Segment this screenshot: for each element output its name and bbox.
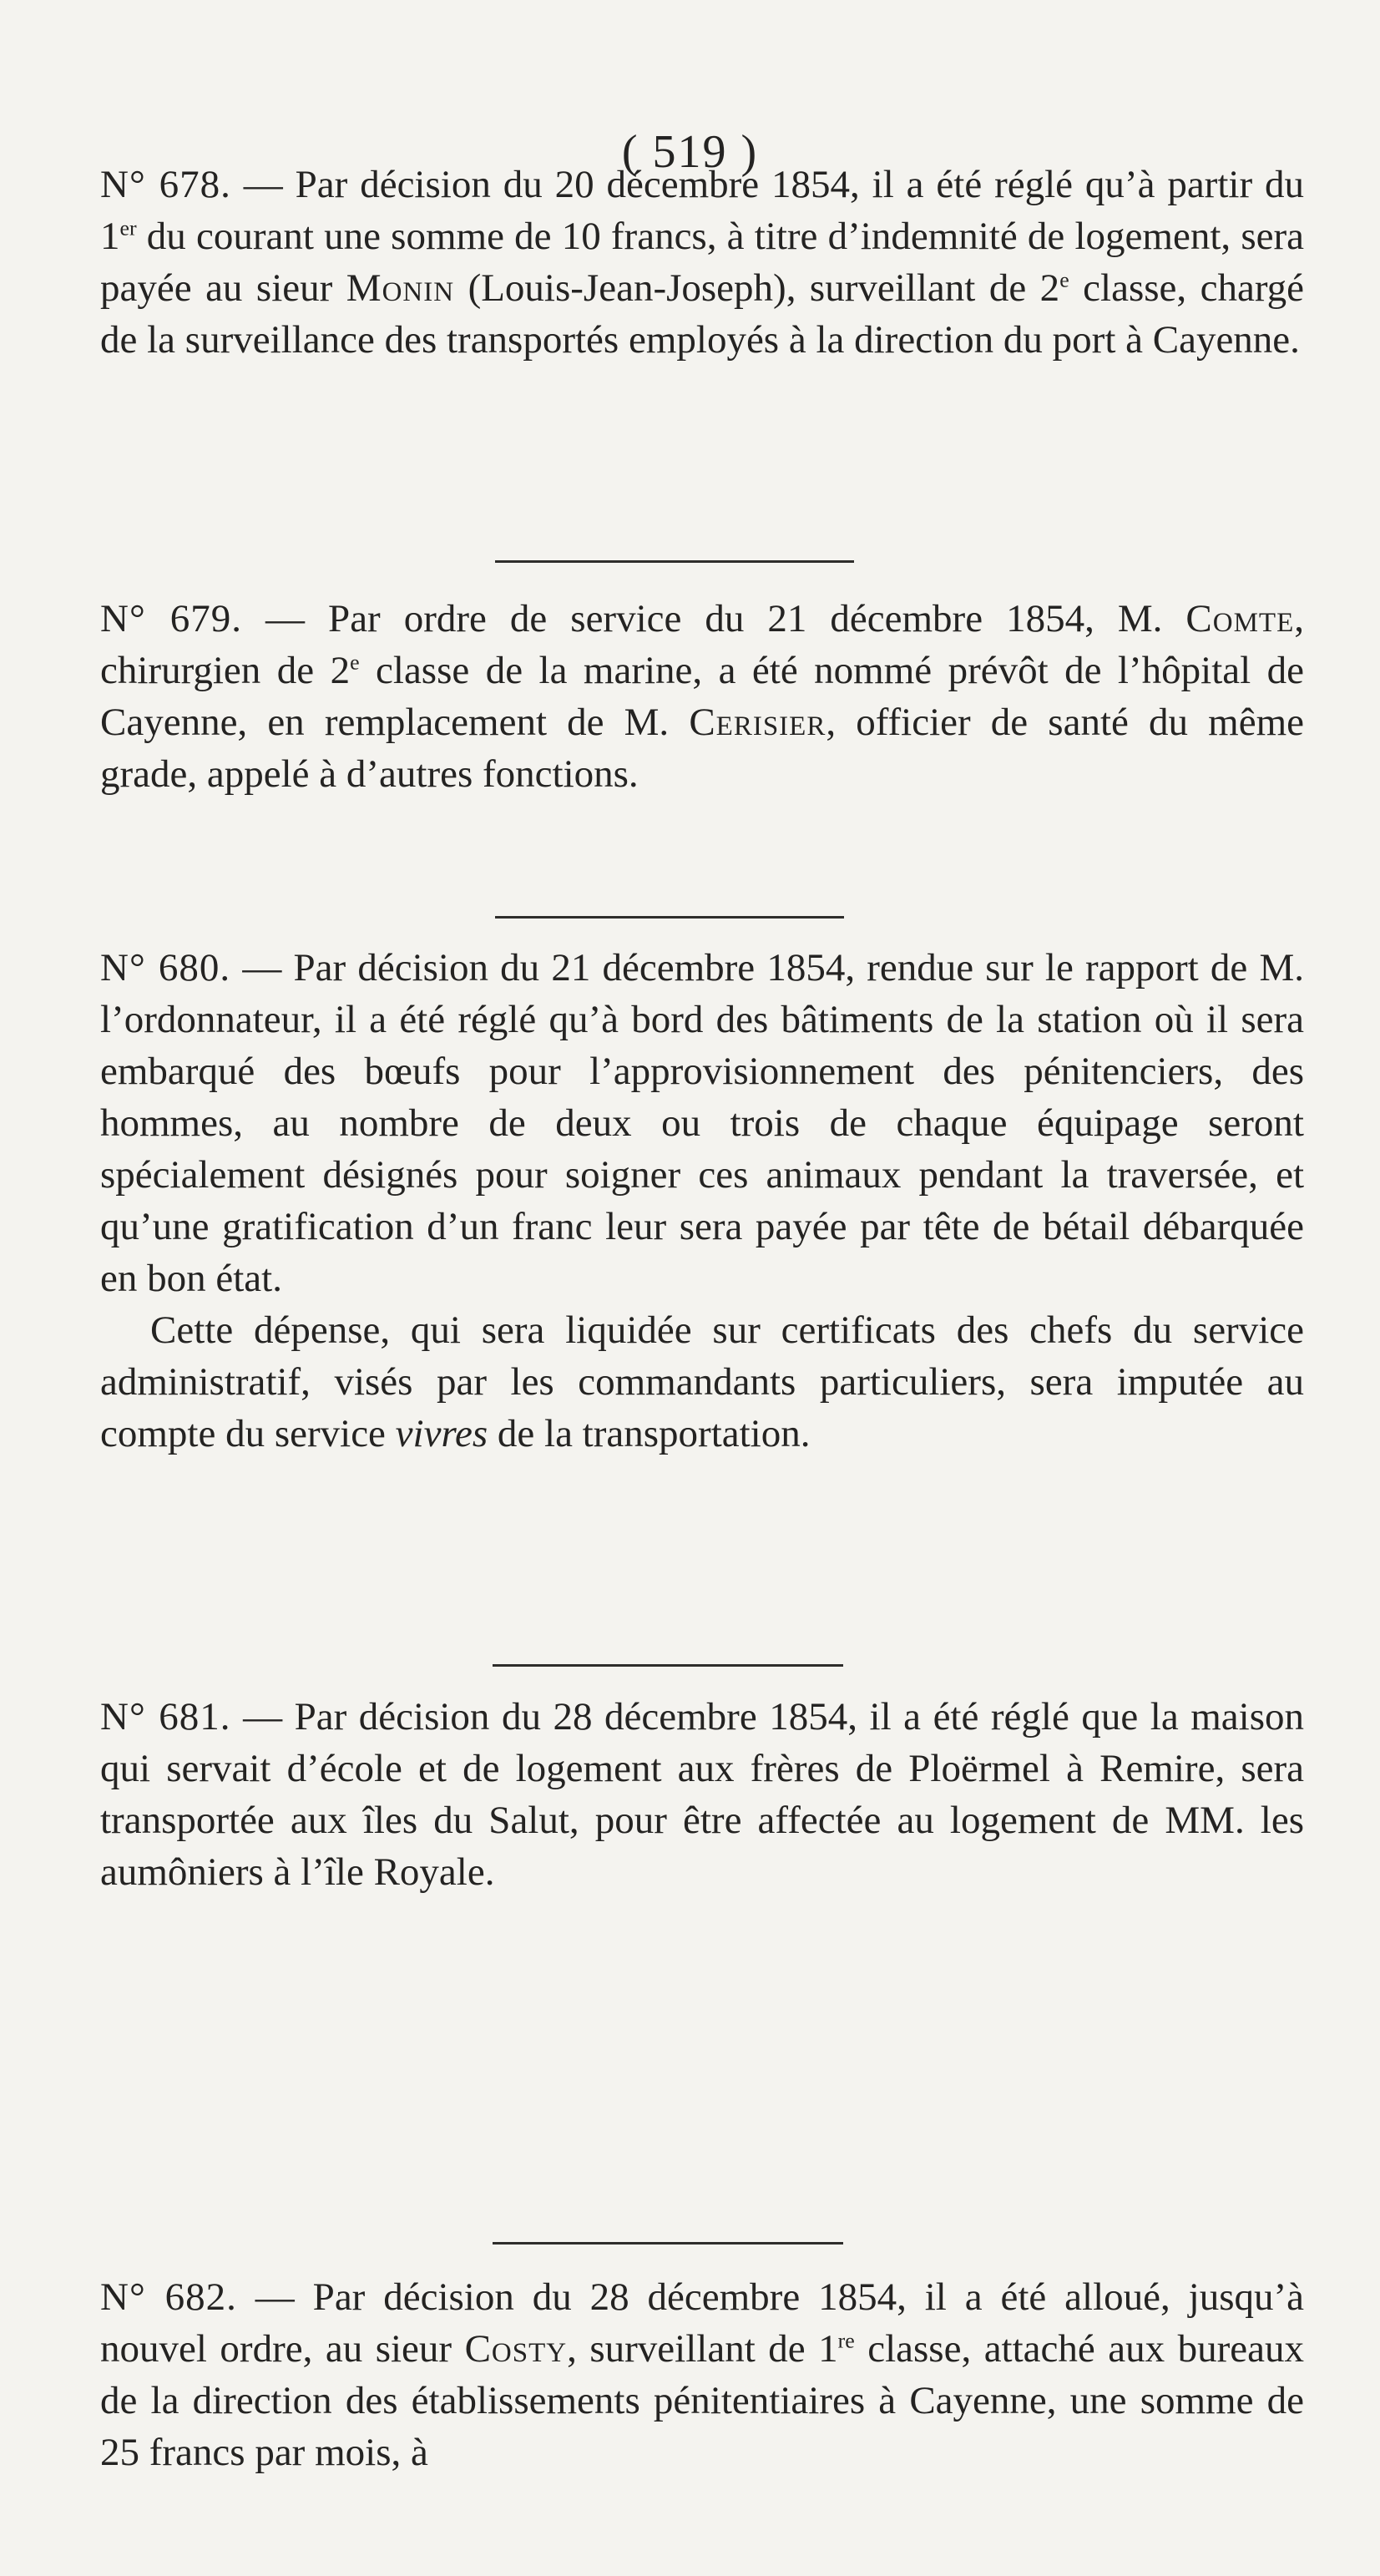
entry-682 (100, 2271, 1304, 2478)
entry-number: N° 679. (100, 597, 243, 640)
entry-679 (100, 593, 1304, 800)
section-divider (493, 2242, 843, 2245)
ordinal-suffix: e (1059, 267, 1069, 292)
entry-number: N° 678. (100, 163, 231, 206)
section-divider (493, 1664, 843, 1667)
entry-text: Cette dépense, qui sera liquidée sur certificats des chefs du service administratif, visés par les commandants particuliers, sera imputée au compte du service (100, 1308, 1304, 1455)
entry-text: classe, attaché aux bureaux de la direction des établissements pénitentiaires à Cayenne, une somme de 25 francs par mois, à (100, 2327, 1305, 2474)
entry-text: — Par décision du 21 décembre 1854, rendue sur le rapport de M. l’ordonnateur, il a été réglé qu’à bord des bâtiments de la station où il sera embarqué des bœufs pour l’approvisionnement des pénitenciers, des hommes, au nombre de deux ou trois de chaque équipage seront spécialement désignés pour soigner ces animaux pendant la traversée, et qu’une gratification d’un franc leur sera payée par tête de bétail débarquée en bon état. (100, 946, 1304, 1300)
entry-text: , surveillant de 1 (567, 2327, 838, 2371)
entry-text: — Par décision du 28 décembre 1854, il a été réglé que la maison qui servait d’école et de logement aux frères de Ploërmel à Remire, sera transportée aux îles du Salut, pour être affectée au logement de MM. les aumôniers à l’île Royale. (100, 1695, 1304, 1894)
person-name: Monin (346, 266, 455, 310)
entry-text: — Par décision du 20 décembre 1854, il a été réglé qu’à partir du 1 (100, 163, 1304, 258)
entry-number: N° 680. (100, 946, 231, 989)
entry-paragraph (100, 593, 1304, 800)
entry-paragraph (100, 159, 1304, 366)
entry-680 (100, 942, 1304, 1460)
entry-text: du courant une somme de 10 francs, à titre d’indemnité de logement, sera payée au sieur (100, 215, 1304, 310)
entry-paragraph (100, 2271, 1304, 2478)
person-name: Comte (1185, 597, 1295, 640)
entry-text: de la transportation. (488, 1412, 811, 1455)
entry-paragraph (100, 942, 1304, 1304)
person-name: Costy (464, 2327, 568, 2371)
entry-text: classe de la marine, a été nommé prévôt de l’hôpital de Cayenne, en remplacement de M. (100, 649, 1304, 744)
entry-text: , officier de santé du même grade, appelé à d’autres fonctions. (100, 701, 1304, 796)
section-divider (495, 916, 844, 919)
page-number: ( 519 ) (621, 126, 759, 178)
section-divider (495, 560, 854, 563)
entry-678 (100, 159, 1304, 366)
entry-text: — Par décision du 28 décembre 1854, il a été alloué, jusqu’à nouvel ordre, au sieur (100, 2275, 1304, 2371)
entry-text: classe, chargé de la surveillance des transportés employés à la direction du port à Cayenne. (100, 266, 1305, 362)
entry-paragraph (100, 1691, 1304, 1898)
ordinal-suffix: e (350, 650, 360, 675)
entry-paragraph (100, 1304, 1304, 1460)
person-name: Cerisier (689, 701, 826, 744)
italic-term: vivres (395, 1412, 488, 1455)
entry-text: (Louis-Jean-Joseph), surveillant de 2 (454, 266, 1060, 310)
entry-number: N° 681. (100, 1695, 231, 1738)
entry-number: N° 682. (100, 2275, 237, 2319)
entry-text: , chirurgien de 2 (100, 597, 1304, 692)
ordinal-suffix: er (119, 215, 137, 240)
ordinal-suffix: re (837, 2328, 855, 2353)
entry-681 (100, 1691, 1304, 1898)
entry-text: — Par ordre de service du 21 décembre 1854, M. (242, 597, 1186, 640)
